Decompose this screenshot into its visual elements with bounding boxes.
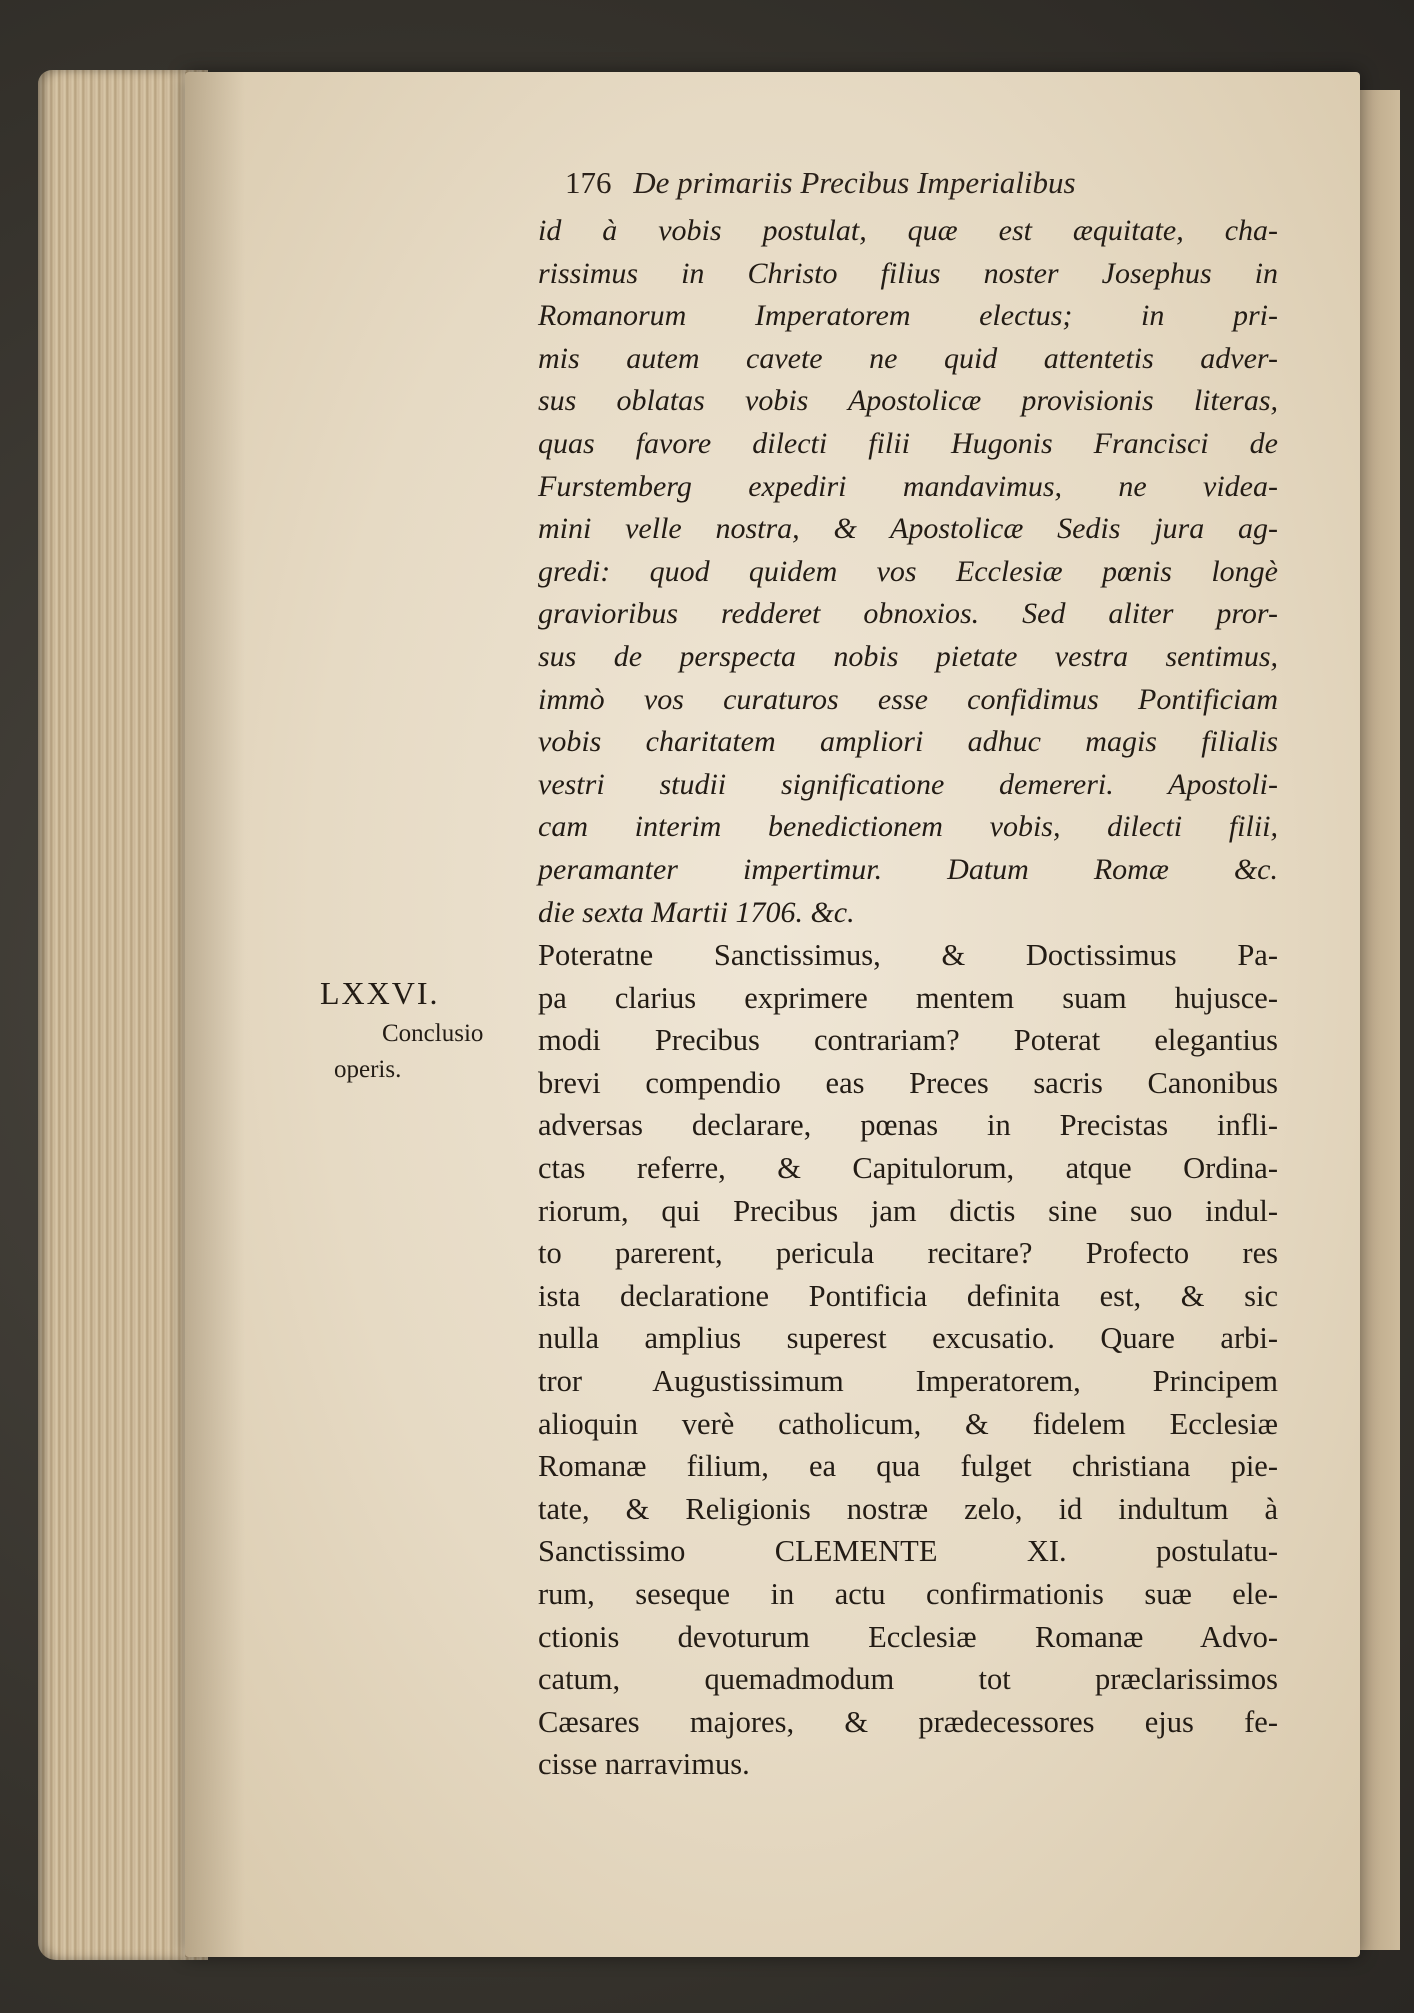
text-line: rissimus in Christo filius noster Josephus in xyxy=(538,256,1278,290)
quoted-letter xyxy=(538,210,1278,934)
text-line: alioquin verè catholicum, & fidelem Ecclesiæ xyxy=(538,1406,1278,1441)
text-line: Furstemberg expediri mandavimus, ne videa- xyxy=(538,469,1278,503)
text-line: vobis charitatem ampliori adhuc magis filialis xyxy=(538,725,1278,759)
marginal-note: operis. xyxy=(334,1056,402,1083)
text-line: cam interim benedictionem vobis, dilecti filii, xyxy=(538,810,1278,844)
text-line: sus oblatas vobis Apostolicæ provisionis literas, xyxy=(538,384,1278,418)
text-line: nulla amplius superest excusatio. Quare arbi- xyxy=(538,1321,1278,1356)
text-line: mis autem cavete ne quid attentetis adver- xyxy=(538,341,1278,375)
page-stack-edge xyxy=(38,70,208,1960)
text-line: ista declaratione Pontificia definita est, & sic xyxy=(538,1278,1278,1313)
text-line: vestri studii significatione demereri. Apostoli- xyxy=(538,767,1278,801)
text-line: Cæsares majores, & prædecessores ejus fe- xyxy=(538,1704,1278,1739)
page-number: 176 xyxy=(565,165,612,200)
text-line: sus de perspecta nobis pietate vestra sentimus, xyxy=(538,639,1278,673)
facing-page-edge xyxy=(1355,90,1400,1950)
text-line: Poteratne Sanctissimus, & Doctissimus Pa- xyxy=(538,938,1278,973)
text-line: Romanorum Imperatorem electus; in pri- xyxy=(538,299,1278,333)
running-header xyxy=(565,165,1076,201)
text-line: cisse narravimus. xyxy=(538,1747,750,1782)
text-line: mini velle nostra, & Apostolicæ Sedis jura ag- xyxy=(538,512,1278,546)
text-line: gredi: quod quidem vos Ecclesiæ pœnis longè xyxy=(538,554,1278,588)
text-line: quas favore dilecti filii Hugonis Francisci de xyxy=(538,426,1278,460)
conclusion-paragraph xyxy=(538,934,1278,1786)
text-line: pa clarius exprimere mentem suam hujusce- xyxy=(538,980,1278,1015)
text-line: riorum, qui Precibus jam dictis sine suo indul- xyxy=(538,1193,1278,1228)
text-line: immò vos curaturos esse confidimus Pontificiam xyxy=(538,682,1278,716)
gutter-shadow xyxy=(185,72,245,1957)
text-line: gravioribus redderet obnoxios. Sed aliter pror- xyxy=(538,597,1278,631)
text-line: catum, quemadmodum tot præclarissimos xyxy=(538,1662,1278,1697)
text-line: tate, & Religionis nostræ zelo, id indultum à xyxy=(538,1491,1278,1526)
text-line: tror Augustissimum Imperatorem, Principem xyxy=(538,1364,1278,1399)
text-line: modi Precibus contrariam? Poterat elegantius xyxy=(538,1023,1278,1058)
text-line: Romanæ filium, ea qua fulget christiana pie- xyxy=(538,1449,1278,1484)
text-line: peramanter impertimur. Datum Romæ &c. xyxy=(538,852,1278,886)
running-title: De primariis Precibus Imperialibus xyxy=(633,165,1076,200)
text-line: die sexta Martii 1706. &c. xyxy=(538,895,855,929)
text-line: adversas declarare, pœnas in Precistas infli- xyxy=(538,1108,1278,1143)
text-line: to parerent, pericula recitare? Profecto res xyxy=(538,1236,1278,1271)
marginal-note: Conclusio xyxy=(382,1020,484,1047)
text-line: brevi compendio eas Preces sacris Canonibus xyxy=(538,1065,1278,1100)
text-line: id à vobis postulat, quæ est æquitate, cha- xyxy=(538,214,1278,247)
text-line: Sanctissimo CLEMENTE XI. postulatu- xyxy=(538,1534,1278,1569)
main-text xyxy=(538,210,1278,1786)
text-line: rum, seseque in actu confirmationis suæ ele- xyxy=(538,1577,1278,1611)
text-line: ctas referre, & Capitulorum, atque Ordina- xyxy=(538,1151,1278,1186)
section-number: LXXVI. xyxy=(320,975,440,1011)
text-line: ctionis devoturum Ecclesiæ Romanæ Advo- xyxy=(538,1619,1278,1654)
